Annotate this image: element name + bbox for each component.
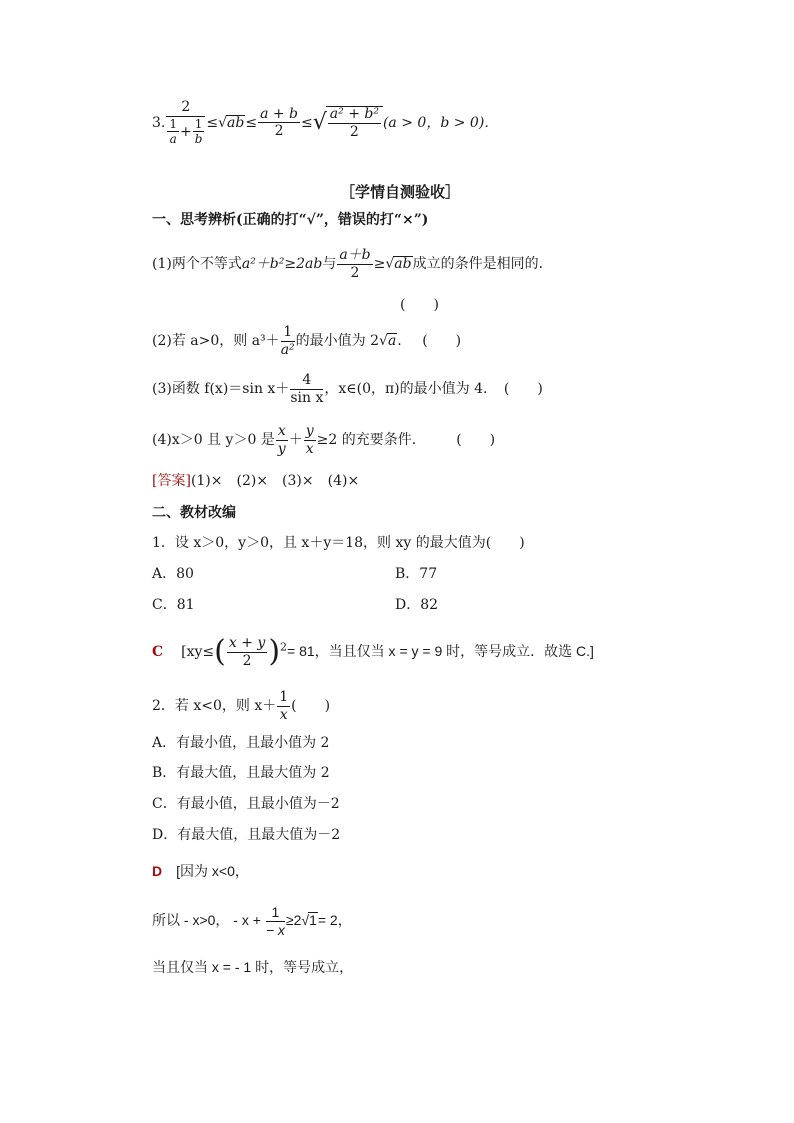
choice-q1-option-a[interactable]: A．80	[152, 566, 194, 582]
answer-blank-q4[interactable]: ( )	[456, 432, 496, 449]
judge-q1: (1)两个不等式a²＋b²≥2ab与 $\frac{a+b}{2}$ ≥√ab成立的条件是相同的．	[152, 247, 553, 281]
arithmetic-mean-fraction: $\frac{a + b}{2}$	[260, 105, 299, 140]
choice-q1-stem: 1．设 x＞0，y＞0，且 x＋y＝18，则 xy 的最大值为( )	[152, 535, 525, 551]
part1-heading: 一、思考辨析(正确的打“√”，错误的打“×”)	[152, 212, 429, 228]
part2-heading: 二、教材改编	[152, 505, 236, 521]
choice-q1-option-d[interactable]: D．82	[395, 597, 439, 613]
answer-blank-q2[interactable]: ( )	[422, 333, 462, 350]
sqrt-sign: √	[218, 114, 228, 131]
choice-q1-option-c[interactable]: C．81	[152, 597, 195, 613]
answer-tag: [答案]	[152, 473, 191, 489]
choice-q1-option-b[interactable]: B．77	[395, 566, 438, 582]
choice-q2-option-b[interactable]: B．有最大值，且最大值为 2	[152, 765, 330, 781]
answer-blank-q1[interactable]: ( )	[400, 297, 439, 313]
quadratic-mean-fraction: $\frac{\text{a² + b²}}{2}$	[329, 106, 379, 140]
sqrt-sign: √	[312, 109, 327, 135]
section-title: ［学情自测验收］	[340, 183, 461, 201]
choice-q2-option-d[interactable]: D．有最大值，且最大值为－2	[152, 827, 341, 843]
choice-q2-stem: 2．若 x<0，则 x＋ $\frac{1}{x}$ ( )	[152, 689, 331, 723]
answer-blank-q3[interactable]: ( )	[503, 381, 543, 398]
answer-line: [答案](1)× (2)× (3)× (4)×	[152, 473, 360, 489]
choice-q1-explanation: C [xy≤( $\frac{x + y}{2}$ )$^2$= 81，当且仅当 x = y = 9 时，等号成立．故选 C.]	[152, 634, 594, 670]
inequality-3: 3. 2 $\frac{1}{a}$ + $\frac{1}{b}$ ≤√ab≤ $\frac{a + b}{2}$ ≤√ $\frac{\text{a² + b²}}{2}$ (a > 0，b > 0)．	[152, 99, 499, 147]
judge-q3: (3)函数 f(x)＝sin x＋ $\frac{4}{\text{sin x}}$ ，x∈(0，π)的最小值为 4. ( )	[152, 372, 543, 406]
answer-key: D	[152, 863, 163, 879]
item-number: 3.	[152, 114, 166, 131]
judge-q2: (2)若 a>0，则 a³＋ $\frac{1}{\text{a²}}$ 的最小值为 2√a. ( )	[152, 324, 462, 358]
choice-q2-option-a[interactable]: A．有最小值，且最小值为 2	[152, 735, 330, 751]
choice-q2-explanation-2: 所以 - x>0， - x + $\frac{1}{- x}$ ≥2√1= 2，	[152, 904, 352, 938]
harmonic-mean-fraction: 2 $\frac{1}{a}$ + $\frac{1}{b}$	[166, 100, 205, 146]
choice-q2-explanation-1: D [因为 x<0，	[152, 863, 249, 879]
choice-q2-option-c[interactable]: C．有最小值，且最小值为－2	[152, 796, 340, 812]
judge-q4: (4)x＞0 且 y＞0 是 $\frac{x}{y}$ ＋ $\frac{y}{x}$ ≥2 的充要条件． ( )	[152, 423, 496, 457]
choice-q2-explanation-3: 当且仅当 x = - 1 时，等号成立，	[152, 959, 354, 975]
answer-key: C	[152, 644, 164, 661]
